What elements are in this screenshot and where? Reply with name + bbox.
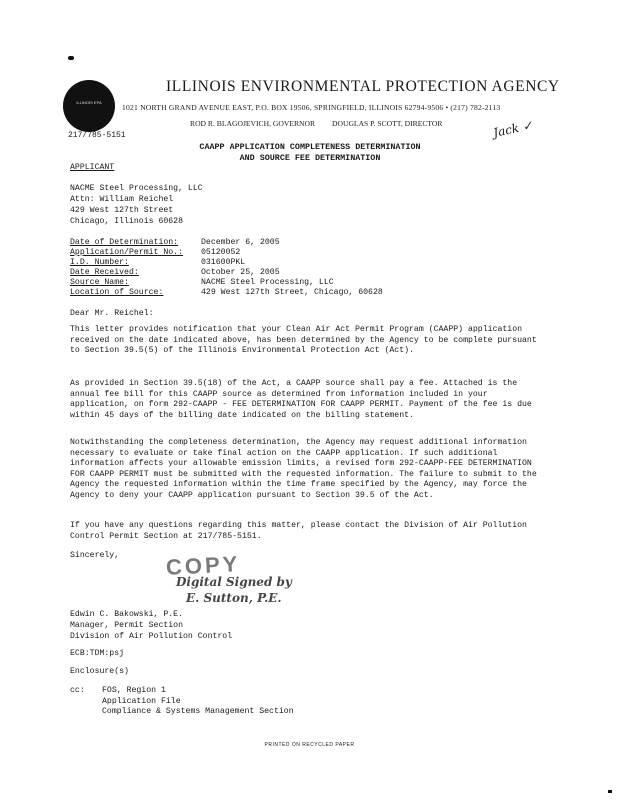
governor-line: ROD R. BLAGOJEVICH, GOVERNOR (190, 119, 316, 128)
cc-item: Application File (102, 697, 181, 706)
detail-label: Location of Source: (70, 288, 164, 297)
detail-label: Date Received: (70, 268, 139, 277)
cc-item: FOS, Region 1 (102, 686, 166, 695)
detail-value: December 6, 2005 (201, 238, 280, 247)
footer-note: PRINTED ON RECYCLED PAPER (264, 742, 355, 748)
digital-signature-line: Digital Signed by (176, 575, 292, 589)
detail-label: Date of Determination: (70, 238, 179, 247)
scan-speck (608, 790, 612, 793)
agency-name: ILLINOIS ENVIRONMENTAL PROTECTION AGENCY (166, 78, 560, 95)
body-paragraph: As provided in Section 39.5(18) of the Act, a CAAPP source shall pay a fee. Attached is the annual fee bill for this CAAPP source as determined from information included in your application, on form 292-CAAPP - FEE DETERMINATION FOR CAAPP PERMIT. Payment of the fee is due within 45 days of the billing date indicated on the billing statement. (70, 379, 532, 420)
agency-address: 1021 NORTH GRAND AVENUE EAST, P.O. BOX 19506, SPRINGFIELD, ILLINOIS 62794-9506 • (217) 782-2113 (122, 103, 501, 112)
cc-item: Compliance & Systems Management Section (102, 707, 294, 716)
detail-value: 05120052 (201, 248, 241, 257)
salutation: Dear Mr. Reichel: (70, 309, 154, 318)
reference-initials: ECB:TDM:psj (70, 649, 125, 658)
director-line: DOUGLAS P. SCOTT, DIRECTOR (332, 119, 443, 128)
body-paragraph: If you have any questions regarding this matter, please contact the Division of Air Pollution Control Permit Section at 217/785-5151. (70, 521, 527, 541)
document-title-line1: CAAPP APPLICATION COMPLETENESS DETERMINATION (199, 142, 421, 152)
detail-label: Application/Permit No.: (70, 248, 184, 257)
signatory-division: Division of Air Pollution Control (70, 632, 233, 641)
cc-label: cc: (70, 686, 85, 695)
applicant-attn: Attn: William Reichel (70, 195, 174, 204)
detail-value: 031600PKL (201, 258, 246, 267)
copy-stamp: COPY (165, 551, 241, 580)
closing: Sincerely, (70, 551, 120, 560)
applicant-label: APPLICANT (70, 163, 115, 172)
handwritten-note: Jack ✓ (491, 118, 534, 140)
detail-value: 429 West 127th Street, Chicago, 60628 (201, 288, 383, 297)
phone-number: 217/785-5151 (68, 131, 126, 140)
document-title-line2: AND SOURCE FEE DETERMINATION (239, 153, 381, 163)
applicant-street: 429 West 127th Street (70, 206, 174, 215)
body-paragraph: Notwithstanding the completeness determination, the Agency may request additional information necessary to evaluate or take final action on the CAAPP application. If such additional information affects your allowable emission limits, a revised form 292-CAAPP-FEE DETERMINATION FOR CAAPP PERMIT must be submitted with the requested information. The failure to submit to the Agency the requested information within the time frame specified by the Agency, may force the Agency to deny your CAAPP application pursuant to Section 39.5 of the Act. (70, 438, 537, 500)
enclosure-note: Enclosure(s) (70, 667, 129, 676)
detail-value: October 25, 2005 (201, 268, 280, 277)
signatory-title: Manager, Permit Section (70, 621, 184, 630)
detail-label: Source Name: (70, 278, 129, 287)
body-paragraph: This letter provides notification that your Clean Air Act Permit Program (CAAPP) application received on the date indicated above, has been determined by the Agency to be complete pursuant to Section 39.5(5) of the Illinois Environmental Protection Act (Act). (70, 325, 537, 356)
signatory-name: Edwin C. Bakowski, P.E. (70, 610, 184, 619)
agency-logo (63, 80, 115, 132)
applicant-company: NACME Steel Processing, LLC (70, 184, 203, 193)
digital-signature-name: E. Sutton, P.E. (186, 591, 282, 605)
applicant-city: Chicago, Illinois 60628 (70, 217, 184, 226)
scan-speck (68, 56, 74, 60)
detail-label: I.D. Number: (70, 258, 129, 267)
logo-text: ILLINOIS EPA (76, 100, 102, 105)
detail-value: NACME Steel Processing, LLC (201, 278, 334, 287)
